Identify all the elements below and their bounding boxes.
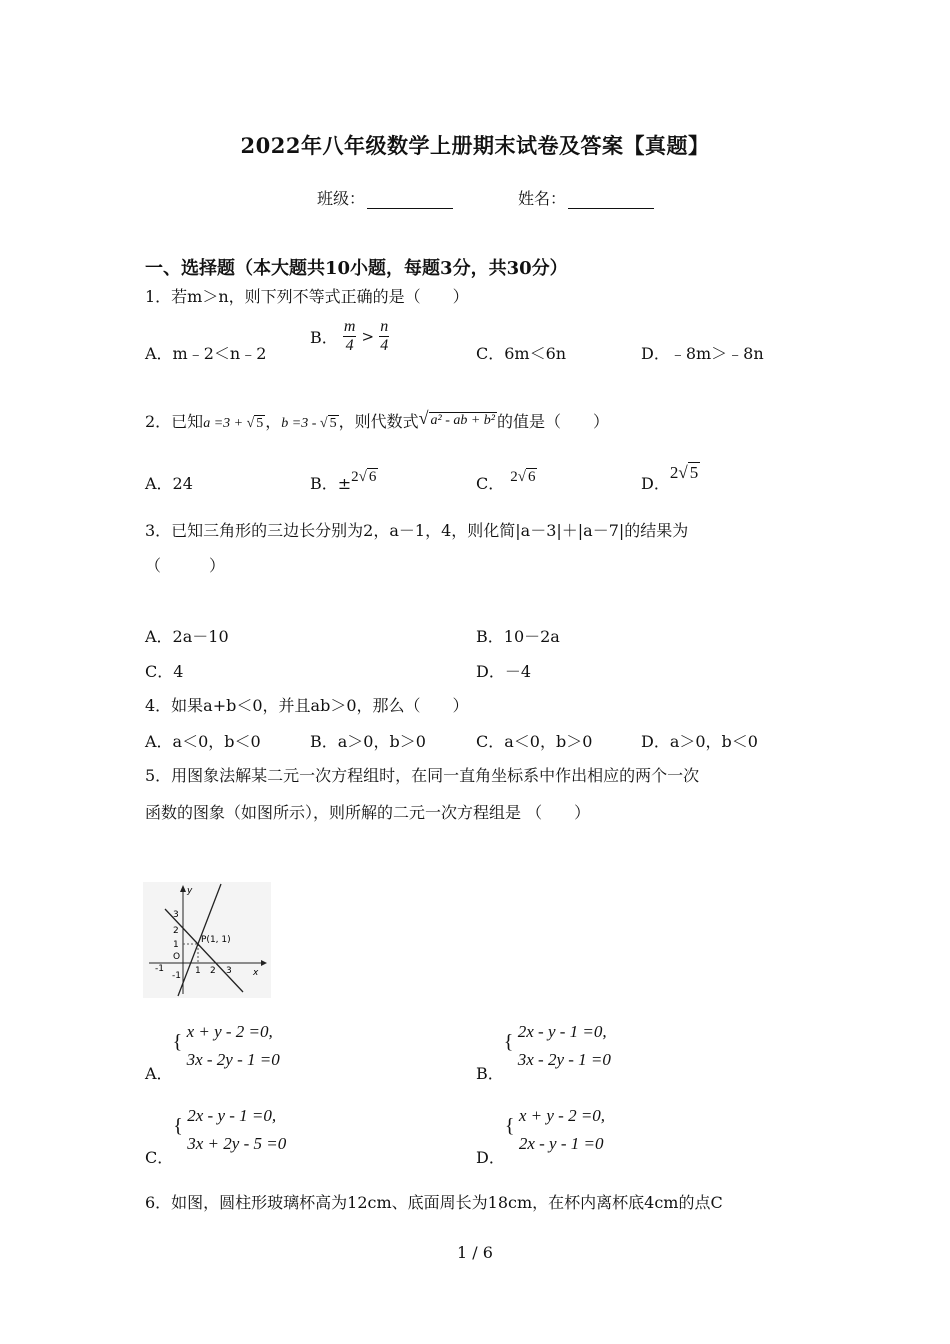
q2-option-a: A．24 bbox=[145, 474, 193, 493]
y-tick-3: 3 bbox=[173, 910, 179, 920]
q1-b-frac-m: $\frac{m}{4}$ bbox=[343, 318, 356, 354]
q4-option-c: C．a＜0，b＞0 bbox=[476, 732, 593, 751]
page-number: 1 / 6 bbox=[457, 1243, 493, 1262]
question-2-stem bbox=[145, 408, 609, 432]
q4-option-a: A．a＜0，b＜0 bbox=[145, 732, 261, 751]
q4-option-d: D．a＞0，b＜0 bbox=[641, 732, 758, 751]
q1-b-frac-n: $\frac{n}{4}$ bbox=[380, 318, 389, 354]
page-title: 2022年八年级数学上册期末试卷及答案【真题】 bbox=[240, 133, 710, 158]
q2-b-prefix: B．± bbox=[310, 474, 352, 493]
x-tick-1: 1 bbox=[195, 966, 201, 976]
question-5-stem-line1: 5．用图象法解某二元一次方程组时，在同一直角坐标系中作出相应的两个一次 bbox=[145, 766, 700, 785]
q2-d-root: 2√ 5 bbox=[669, 463, 699, 482]
q1-b-gt: > bbox=[361, 327, 375, 346]
y-tick-1: 1 bbox=[173, 940, 179, 950]
q3-option-d: D．－4 bbox=[476, 662, 532, 681]
q2-option-b bbox=[310, 463, 378, 493]
q3-paren: （ ） bbox=[145, 556, 226, 575]
q5-a-prefix: A． bbox=[145, 1063, 173, 1083]
q2-b-root: 2√ 6 bbox=[351, 469, 377, 485]
q2-stem-pre: 2．已知 bbox=[145, 412, 204, 431]
q1-option-d: D．﹣8m＞﹣8n bbox=[641, 344, 764, 363]
question-5-stem-line2: 函数的图象（如图所示），则所解的二元一次方程组是 （ ） bbox=[145, 803, 591, 822]
q2-option-c bbox=[476, 463, 537, 493]
y-tick-neg1: -1 bbox=[172, 971, 181, 981]
q2-b-sqrt: √ 5 bbox=[319, 416, 337, 431]
q5-a-system: { x + y - 2 =0, 3x - 2y - 1 =0 bbox=[172, 1022, 280, 1069]
q5-c-prefix: C． bbox=[145, 1147, 174, 1167]
question-3-stem: 3．已知三角形的三边长分别为2，a－1，4，则化简|a－3|＋|a－7|的结果为 bbox=[145, 521, 689, 540]
q5-d-system: { x + y - 2 =0, 2x - y - 1 =0 bbox=[504, 1106, 606, 1153]
q2-c-root: 2√ 6 bbox=[510, 469, 536, 485]
question-6-stem: 6．如图，圆柱形玻璃杯高为12cm、底面周长为18cm，在杯内离杯底4cm的点C bbox=[145, 1193, 723, 1212]
q1-b-prefix: B． bbox=[310, 328, 338, 347]
q2-expr-sqrt: √ a² - ab + b² bbox=[418, 408, 496, 428]
q2-a-def: a =3 + bbox=[203, 416, 247, 431]
q1-option-c: C．6m＜6n bbox=[476, 344, 567, 363]
x-tick-neg1: -1 bbox=[155, 964, 164, 974]
q2-stem-mid: ，则代数式 bbox=[338, 412, 419, 431]
q3-option-c: C．4 bbox=[145, 662, 184, 681]
q5-b-system: { 2x - y - 1 =0, 3x - 2y - 1 =0 bbox=[503, 1022, 611, 1069]
name-label: 姓名： bbox=[518, 189, 567, 208]
q2-c-prefix: C． bbox=[476, 474, 505, 493]
y-axis-label: y bbox=[187, 886, 193, 896]
section-heading: 一、选择题（本大题共10小题，每题3分，共30分） bbox=[145, 258, 568, 279]
y-tick-2: 2 bbox=[173, 926, 179, 936]
origin-label: O bbox=[173, 952, 181, 962]
q5-coordinate-graph bbox=[143, 882, 271, 998]
question-4-stem: 4．如果a+b＜0，并且ab＞0，那么（ ） bbox=[145, 696, 469, 715]
class-blank[interactable] bbox=[367, 192, 453, 209]
q2-d-prefix: D． bbox=[641, 474, 670, 493]
question-1-stem: 1．若m＞n，则下列不等式正确的是（ ） bbox=[145, 287, 469, 306]
q3-option-b: B．10－2a bbox=[476, 627, 560, 646]
q5-b-prefix: B． bbox=[476, 1063, 504, 1083]
q5-option-a bbox=[145, 1018, 280, 1083]
q5-option-c bbox=[145, 1102, 287, 1167]
q2-b-def: b =3 - bbox=[281, 416, 320, 431]
q2-a-sqrt: √ 5 bbox=[246, 416, 264, 431]
q2-option-d bbox=[641, 460, 700, 493]
name-field bbox=[518, 186, 654, 209]
x-tick-2: 2 bbox=[210, 966, 216, 976]
q2-stem-post: 的值是（ ） bbox=[497, 412, 610, 431]
q1-option-b bbox=[310, 318, 389, 355]
q4-option-b: B．a＞0，b＞0 bbox=[310, 732, 426, 751]
q5-c-system: { 2x - y - 1 =0, 3x + 2y - 5 =0 bbox=[173, 1106, 287, 1153]
q5-option-d bbox=[476, 1102, 606, 1167]
q1-option-a: A．m﹣2＜n﹣2 bbox=[145, 344, 267, 363]
x-tick-3: 3 bbox=[226, 966, 232, 976]
name-blank[interactable] bbox=[568, 192, 654, 209]
x-axis-label: x bbox=[253, 968, 259, 978]
q5-option-b bbox=[476, 1018, 611, 1083]
q3-option-a: A．2a－10 bbox=[145, 627, 229, 646]
q2-comma: ， bbox=[265, 412, 282, 431]
class-label: 班级： bbox=[317, 189, 366, 208]
point-p-label: P(1, 1) bbox=[201, 935, 231, 945]
class-field bbox=[317, 186, 453, 209]
q5-d-prefix: D． bbox=[476, 1147, 505, 1167]
